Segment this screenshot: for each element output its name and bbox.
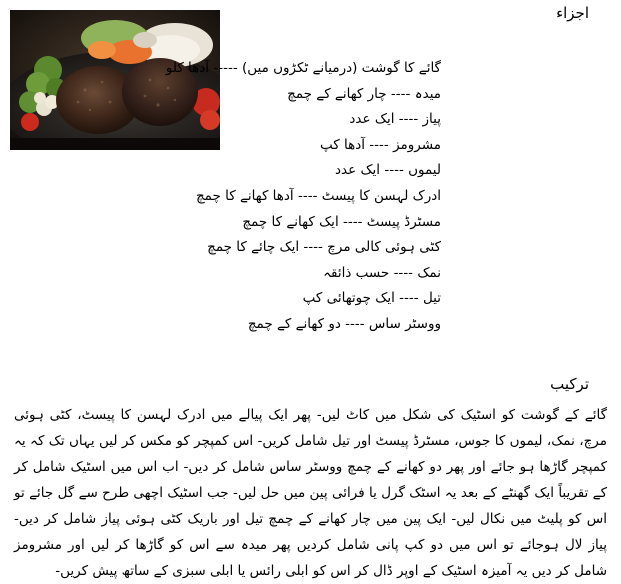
ingredient-item: ادرک لہسن کا پیسٹ ---- آدھا کھانے کا چمچ <box>195 187 441 204</box>
ingredient-item: میدہ ---- چار کھانے کے چمچ <box>287 85 441 102</box>
method-heading: ترکیب <box>550 375 589 393</box>
ingredient-item: مسٹرڈ پیسٹ ---- ایک کھانے کا چمچ <box>242 213 441 230</box>
ingredient-item: پیاز ---- ایک عدد <box>349 111 441 128</box>
method-paragraph: گائے کے گوشت کو اسٹیک کی شکل میں کاٹ لیں- پھر ایک پیالے میں ادرک لہسن کا پیسٹ، کٹی ہوئی مرچ، نمک، لیموں کا جوس، مسٹرڈ پیسٹ اور تیل شامل کریں- اس کمپچر کو مکس کر لیں یہاں تک کہ یہ کمپچر گاڑھا ہو جائے اور پھر دو کھانے کے چمچ ووسٹر ساس شامل کر دیں- اب اس میں اسٹیک شامل کر کے تقریباً ایک گھنٹے کے بعد یہ اسٹک گرل یا فرائی پین میں حل لیں- جب اسٹیک اچھی طرح سے گل جائے تو اس کو پلیٹ میں نکال لیں- ایک پین میں چار کھانے کے چمچ تیل اور باریک کٹی ہوئی پیاز شامل کر دیں- پیاز لال ہوجائے تو اس میں دو کپ پانی شامل کردیں پھر میدہ سے اس کو گاڑھا کر لیں اور مشرومز شامل کر دیں یہ آمیزہ اسٹیک کے اوپر ڈال کر اس کو ابلی رائس یا ابلی سبزی کے ساتھ پیش کریں- <box>14 407 607 579</box>
ingredient-item: کٹی ہوئی کالی مرچ ---- ایک چائے کا چمچ <box>207 239 441 256</box>
ingredient-item: نمک ---- حسب ذائقہ <box>323 264 441 281</box>
ingredient-item: مشرومز ---- آدھا کپ <box>320 136 441 153</box>
ingredient-item: تیل ---- ایک چوتھائی کپ <box>302 290 441 307</box>
ingredients-list <box>21 56 441 338</box>
ingredient-item: لیموں ---- ایک عدد <box>335 162 441 179</box>
ingredient-item: گائے کا گوشت (درمیانے ٹکڑوں میں) ----- آدھا کلو <box>165 60 441 76</box>
ingredient-item: ووسٹر ساس ---- دو کھانے کے چمچ <box>247 315 441 332</box>
ingredients-heading: اجزاء <box>556 4 589 22</box>
